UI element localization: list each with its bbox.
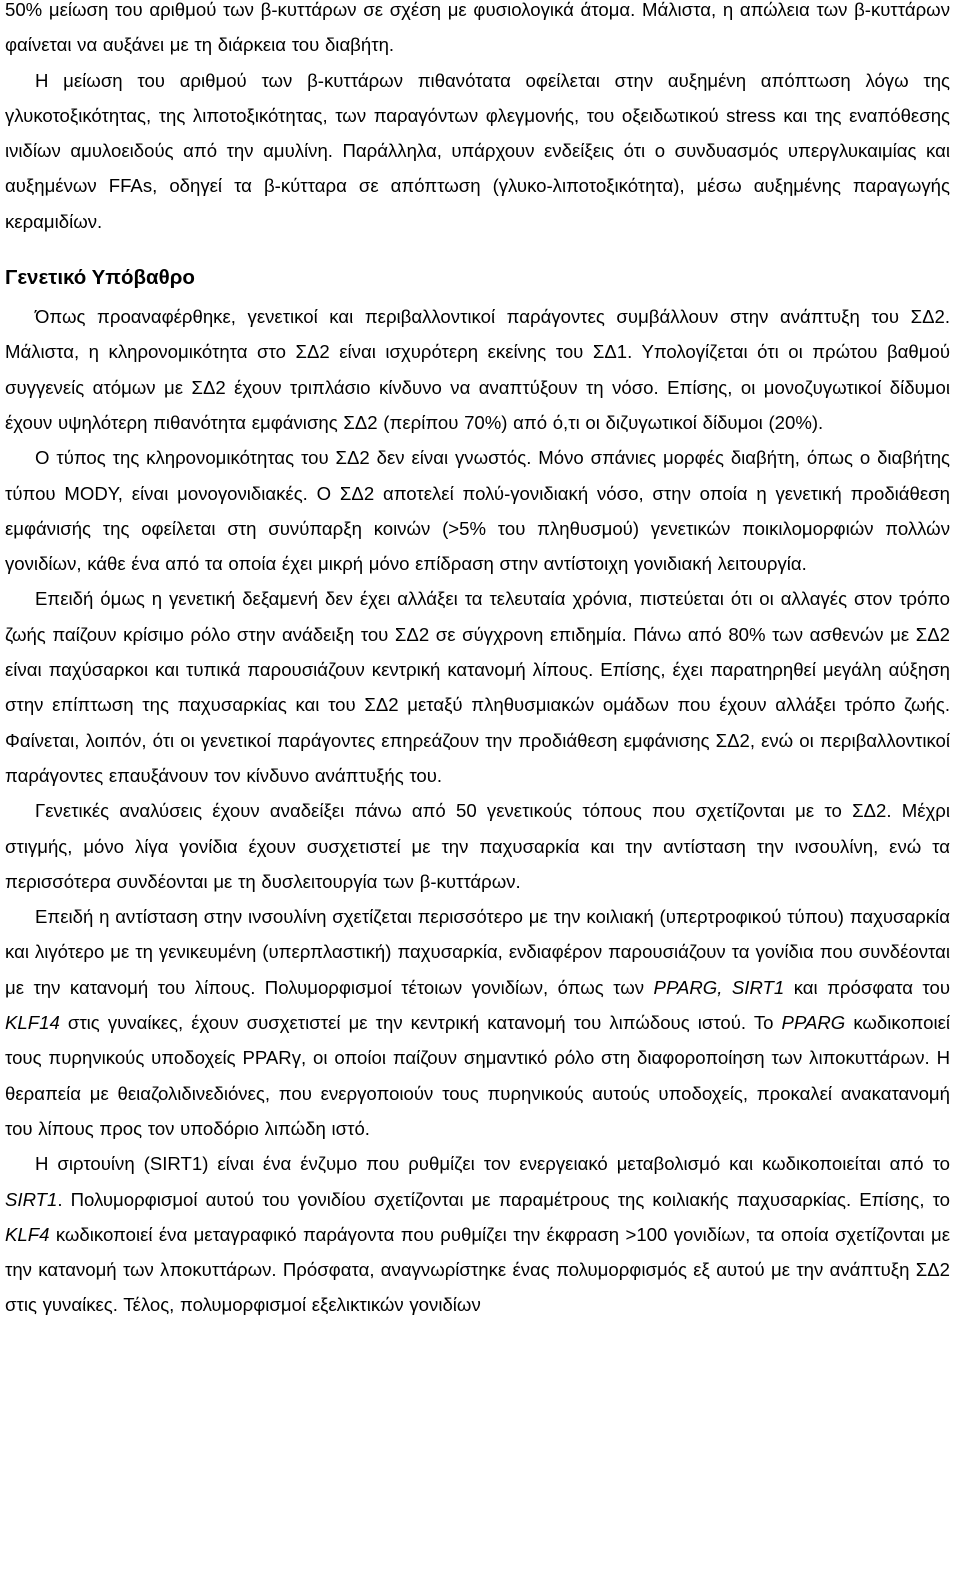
gene-name: PPARG [781, 1012, 846, 1034]
paragraph: Επειδή όμως η γενετική δεξαμενή δεν έχει αλλάξει τα τελευταία χρόνια, πιστεύεται ότι οι αλλαγές στον τρόπο ζωής παίζουν κρίσιμο ρόλο στην ανάδειξη του ΣΔ2 σε σύγχρονη επιδημία. Πάνω από 80% των ασθενών με ΣΔ2 είναι παχύσαρκοι και τυπικά παρουσιάζουν κεντρική κατανομή λίπους. Επίσης, έχει παρατηρηθεί μεγάλη αύξηση στην επίπτωση της παχυσαρκίας και του ΣΔ2 μεταξύ πληθυσμιακών ομάδων που έχουν αλλάξει τρόπο ζωής. Φαίνεται, λοιπόν, ότι οι γενετικοί παράγοντες επηρεάζουν την προδιάθεση εμφάνισης ΣΔ2, ενώ οι περιβαλλοντικοί παράγοντες επαυξάνουν τον κίνδυνο ανάπτυξής του. [5, 588, 950, 786]
section-heading: Γενετικό Υπόβαθρο [5, 266, 195, 290]
paragraph: Γενετικές αναλύσεις έχουν αναδείξει πάνω από 50 γενετικούς τόπους που σχετίζονται με το ΣΔ2. Μέχρι στιγμής, μόνο λίγα γονίδια έχουν συσχετιστεί με την παχυσαρκία και την αντίσταση την ινσουλίνη, ενώ τα περισσότερα συνδέονται με τη δυσλειτουργία των β-κυττάρων. [5, 800, 950, 892]
gene-name: KLF14 [5, 1012, 60, 1034]
paragraph: Όπως προαναφέρθηκε, γενετικοί και περιβαλλοντικοί παράγοντες συμβάλλουν στην ανάπτυξη του ΣΔ2. Μάλιστα, η κληρονομικότητα στο ΣΔ2 είναι ισχυρότερη εκείνης του ΣΔ1. Υπολογίζεται ότι οι πρώτου βαθμού συγγενείς ατόμων με ΣΔ2 έχουν τριπλάσιο κίνδυνο να αναπτύξουν τη νόσο. Επίσης, οι μονοζυγωτικοί δίδυμοι έχουν υψηλότερη πιθανότητα εμφάνισης ΣΔ2 (περίπου 70%) από ό,τι οι διζυγωτικοί δίδυμοι (20%). [5, 306, 950, 433]
text-run: κωδικοποιεί τους πυρηνικούς υποδοχείς PPARγ, οι οποίοι παίζουν σημαντικό ρόλο στη διαφοροποίηση των λιποκυττάρων. Η θεραπεία με θειαζολιδινεδιόνες, που ενεργοποιούν τους πυρηνικούς αυτούς υποδοχείς, προκαλεί ανακατανομή του λίπους προς τον υποδόριο λιπώδη ιστό. [5, 1012, 950, 1139]
paragraph: Ο τύπος της κληρονομικότητας του ΣΔ2 δεν είναι γνωστός. Μόνο σπάνιες μορφές διαβήτη, όπως ο διαβήτης τύπου MODY, είναι μονογονιδιακές. Ο ΣΔ2 αποτελεί πολύ-γονιδιακή νόσο, στην οποία η γενετική προδιάθεση εμφάνισής της οφείλεται στη συνύπαρξη κοινών (>5% του πληθυσμού) γενετικών ποικιλομορφιών πολλών γονιδίων, κάθε ένα από τα οποία έχει μικρή μόνο επίδραση στην αντίστοιχη γονιδιακή λειτουργία. [5, 447, 950, 575]
paragraph: Η μείωση του αριθμού των β-κυττάρων πιθανότατα οφείλεται στην αυξημένη απόπτωση λόγω της γλυκοτοξικότητας, της λιποτοξικότητας, των παραγόντων φλεγμονής, του οξειδωτικού stress και της εναπόθεσης ινιδίων αμυλοειδούς από την αμυλίνη. Παράλληλα, υπάρχουν ενδείξεις ότι ο συνδυασμός υπεργλυκαιμίας και αυξημένων FFAs, οδηγεί τα β-κύτταρα σε απόπτωση (γλυκο-λιποτοξικότητα), μέσω αυξημένης παραγωγής κεραμιδίων. [5, 69, 950, 232]
paragraph: 50% μείωση του αριθμού των β-κυττάρων σε σχέση με φυσιολογικά άτομα. Μάλιστα, η απώλεια των β-κυττάρων φαίνεται να αυξάνει με τη διάρκεια του διαβήτη. [5, 0, 950, 56]
gene-name: SIRT1 [5, 1188, 58, 1210]
paragraph [0, 899, 960, 1146]
text-run: στις γυναίκες, έχουν συσχετιστεί με την κεντρική κατανομή του λιπώδους ιστού. Το [59, 1012, 782, 1034]
gene-name: PPARG, SIRT1 [653, 976, 785, 998]
text-run: κωδικοποιεί ένα μεταγραφικό παράγοντα που ρυθμίζει την έκφραση >100 γονιδίων, τα οποία σχετίζονται με την κατανομή των λποκυττάρων. Πρόσφατα, αναγνωρίστηκε ένας πολυμορφισμός εξ αυτού με την ανάπτυξη ΣΔ2 στις γυναίκες. Τέλος, πολυμορφισμοί εξελικτικών γονιδίων [5, 1223, 950, 1316]
paragraph [0, 1146, 960, 1322]
gene-name: KLF4 [5, 1223, 50, 1245]
text-run: και πρόσφατα του [784, 976, 951, 998]
text-run: Η σιρτουίνη (SIRT1) είναι ένα ένζυμο που ρυθμίζει τον ενεργειακό μεταβολισμό και κωδικοποιείται από το [35, 1153, 950, 1175]
text-run: . Πολυμορφισμοί αυτού του γονιδίου σχετίζονται με παραμέτρους της κοιλιακής παχυσαρκίας. Επίσης, το [57, 1188, 950, 1210]
text-run: Επειδή η αντίσταση στην ινσουλίνη σχετίζεται περισσότερο με την κοιλιακή (υπερτροφικού τύπου) παχυσαρκία και λιγότερο με τη γενικευμένη (υπερπλαστική) παχυσαρκία, ενδιαφέρον παρουσιάζουν τα γονίδια που συνδέονται με την κατανομή του λίπους. Πολυμορφισμοί τέτοιων γονιδίων, όπως των [5, 906, 950, 998]
